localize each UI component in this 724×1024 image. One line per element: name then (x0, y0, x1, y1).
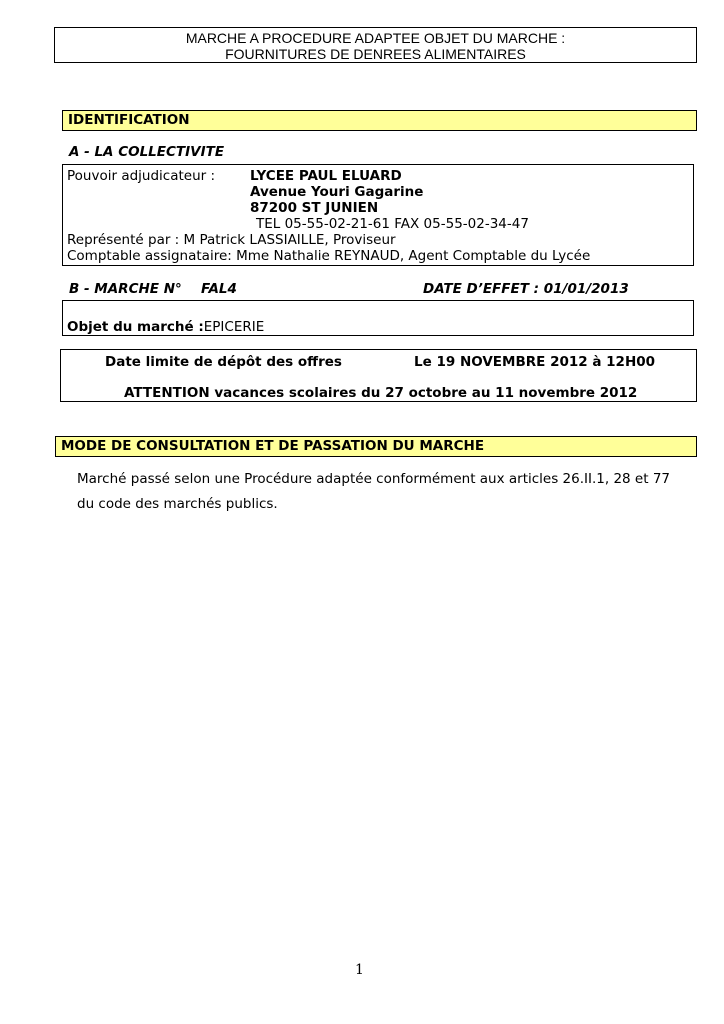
deadline-box (60, 349, 697, 402)
date-effet: DATE D’EFFET : 01/01/2013 (423, 281, 629, 297)
header-line-2: FOURNITURES DE DENREES ALIMENTAIRES (225, 46, 526, 62)
lycee-name: LYCEE PAUL ELUARD (250, 168, 402, 184)
objet-value: EPICERIE (203, 319, 265, 335)
comptable-assignataire: Comptable assignataire: Mme Nathalie REYNAUD, Agent Comptable du Lycée (67, 248, 591, 264)
document-header (54, 27, 697, 63)
mode-line-2: du code des marchés publics. (77, 496, 278, 512)
mode-consultation-heading: MODE DE CONSULTATION ET DE PASSATION DU MARCHE (55, 436, 697, 457)
collectivite-box (62, 164, 694, 266)
page-number: 1 (355, 962, 364, 978)
pouvoir-label: Pouvoir adjudicateur : (67, 168, 216, 184)
identification-heading: IDENTIFICATION (62, 110, 697, 131)
deadline-label: Date limite de dépôt des offres (105, 354, 342, 370)
tel-fax: TEL 05-55-02-21-61 FAX 05-55-02-34-47 (256, 216, 529, 232)
attention-notice: ATTENTION vacances scolaires du 27 octobre au 11 novembre 2012 (124, 385, 638, 401)
objet-box (62, 300, 694, 336)
marche-number-label: B - MARCHE N° (69, 281, 182, 297)
deadline-value: Le 19 NOVEMBRE 2012 à 12H00 (414, 354, 656, 370)
objet-label: Objet du marché : (67, 319, 204, 335)
mode-paragraph (77, 467, 697, 517)
mode-line-1: Marché passé selon une Procédure adaptée conformément aux articles 26.II.1, 28 et 77 (77, 471, 670, 487)
header-line-1: MARCHE A PROCEDURE ADAPTEE OBJET DU MARCHE : (185, 30, 566, 46)
represente-par: Représenté par : M Patrick LASSIAILLE, Proviseur (67, 232, 396, 248)
address-city: 87200 ST JUNIEN (250, 200, 379, 216)
address-street: Avenue Youri Gagarine (250, 184, 424, 200)
marche-number-value: FAL4 (201, 281, 237, 297)
collectivite-heading: A - LA COLLECTIVITE (69, 144, 225, 160)
